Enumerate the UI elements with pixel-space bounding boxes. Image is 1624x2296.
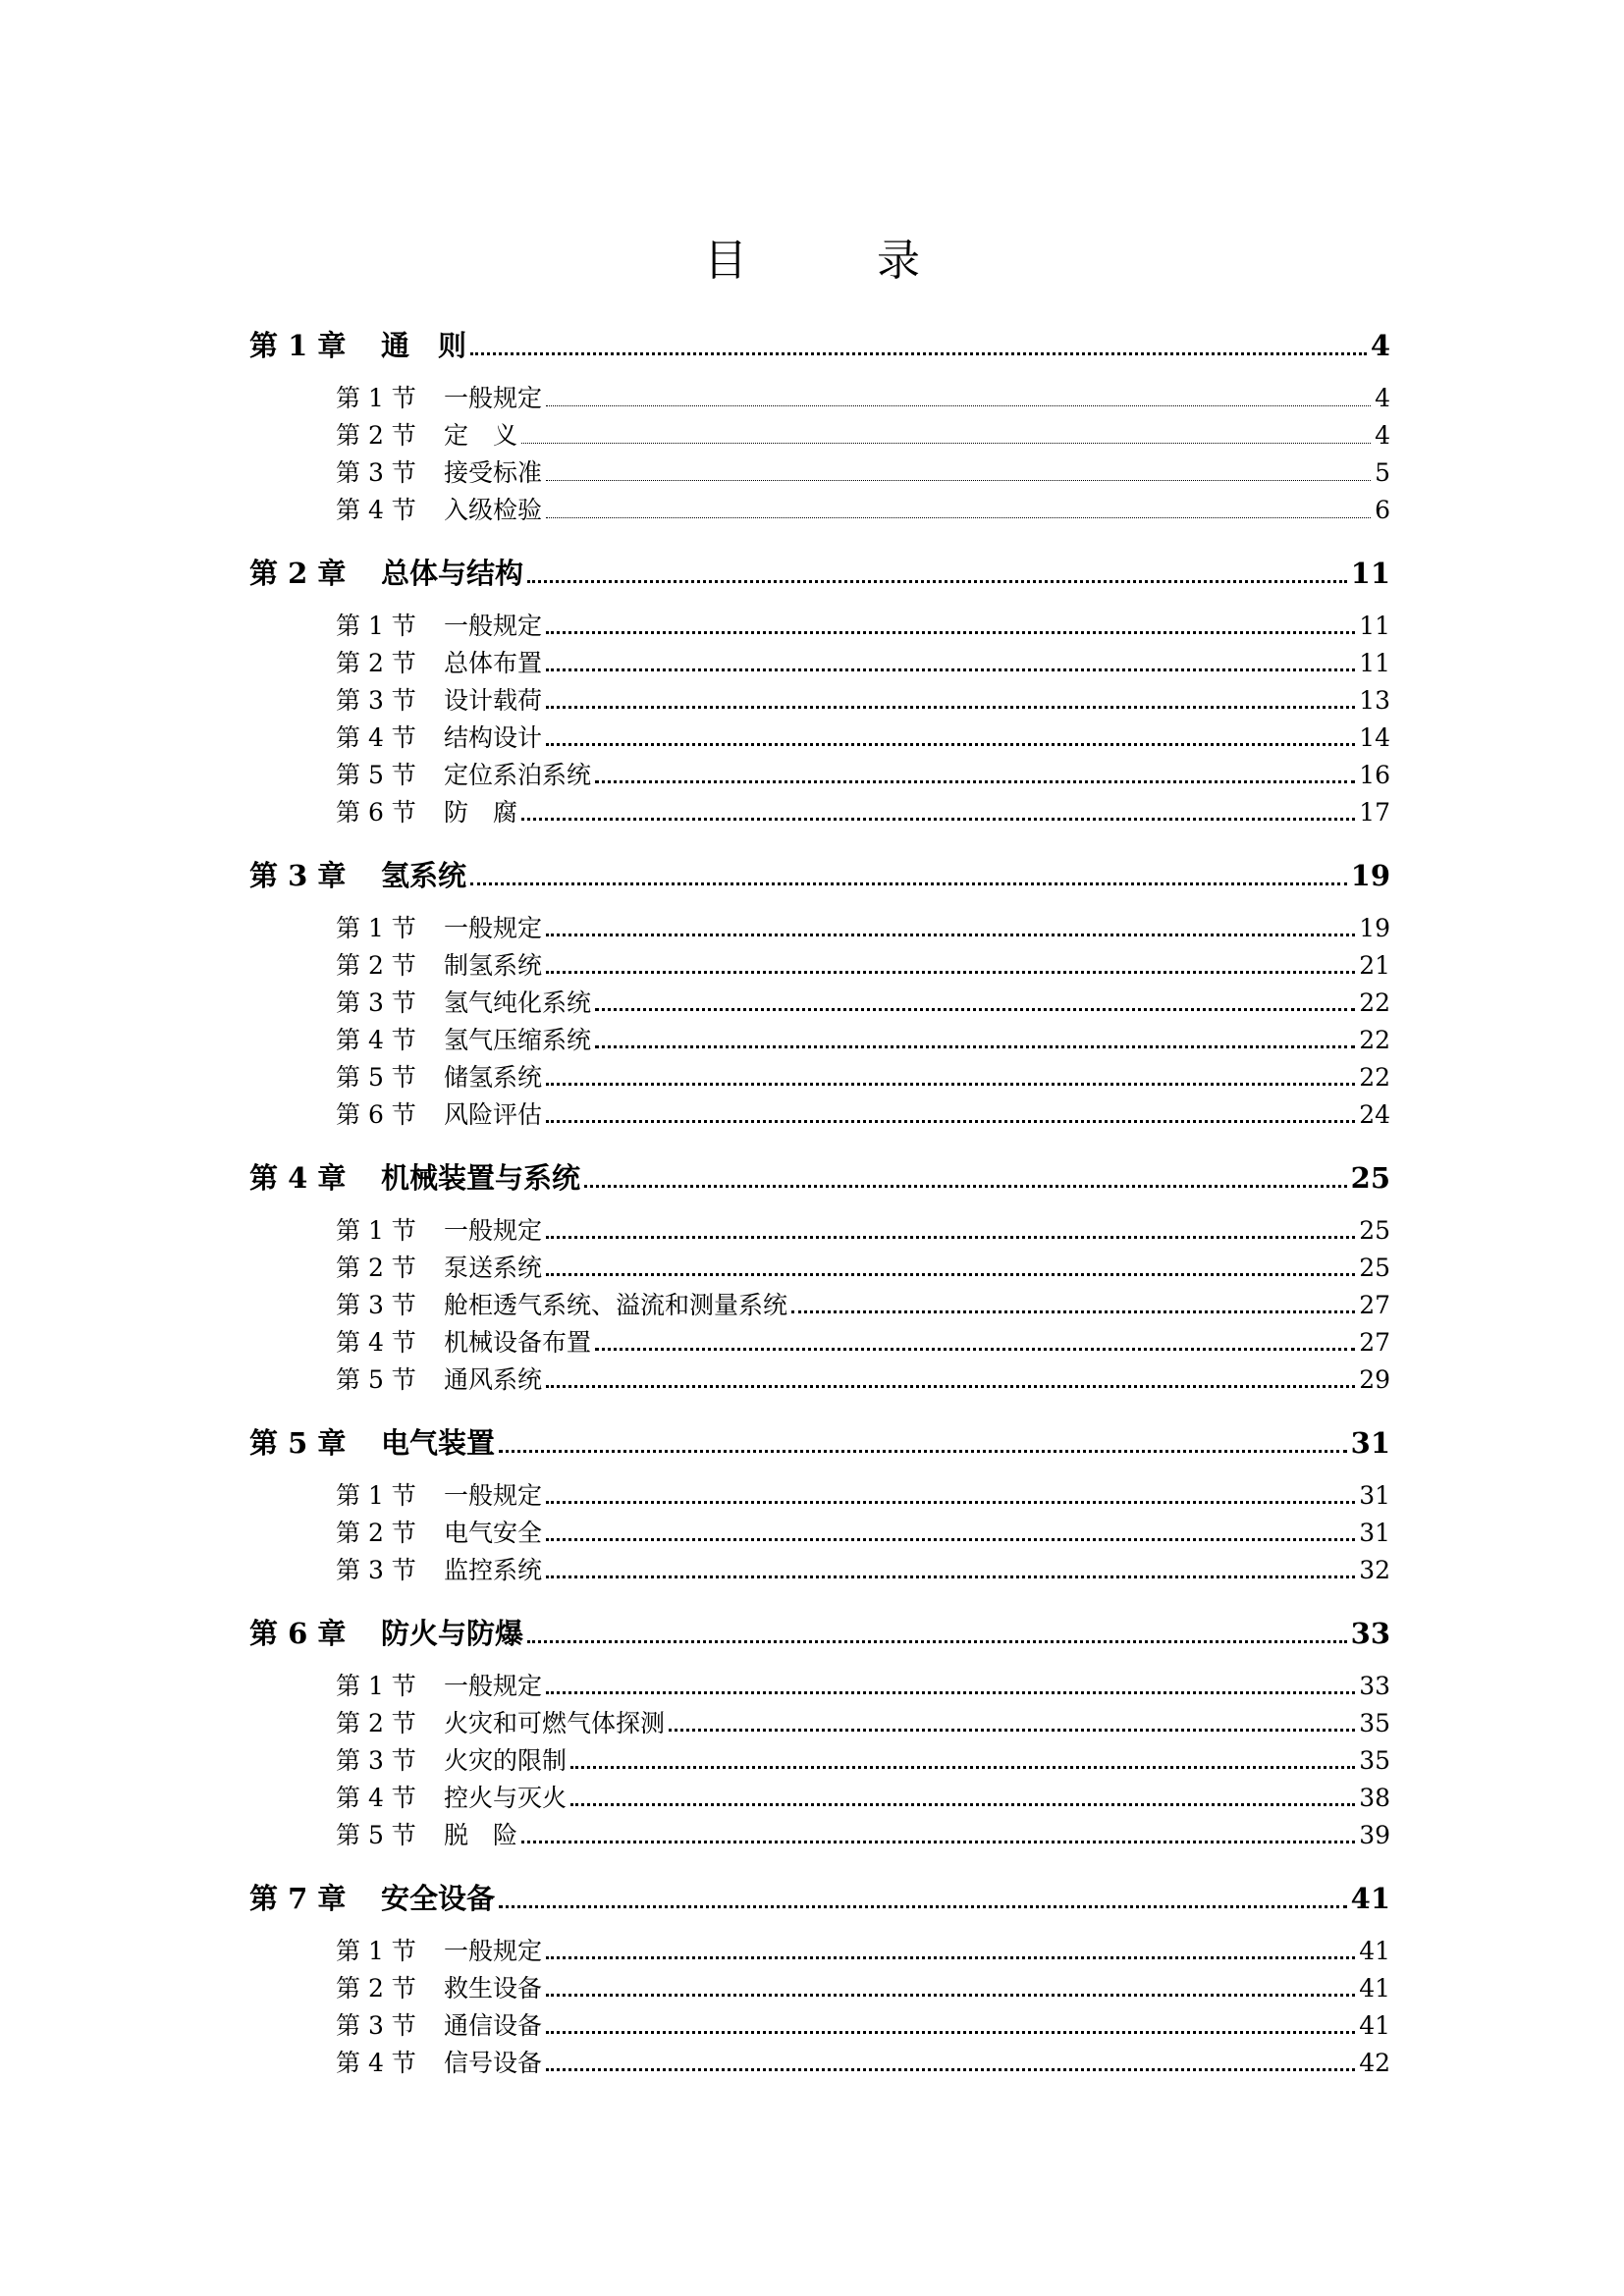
section-number: 第 1 节	[336, 1481, 416, 1510]
section-title: 电气安全	[444, 1519, 543, 1547]
section-number: 第 5 节	[336, 1063, 416, 1092]
toc-section-entry[interactable]	[249, 756, 1390, 793]
section-page-number: 27	[1359, 1328, 1390, 1357]
section-page-number: 42	[1359, 2049, 1390, 2077]
dot-leader	[595, 988, 1355, 1011]
chapter-title: 安全设备	[381, 1882, 496, 1915]
section-page-number: 19	[1359, 914, 1390, 942]
dot-leader	[546, 612, 1355, 634]
section-number: 第 3 节	[336, 458, 416, 487]
dot-leader	[546, 1556, 1355, 1578]
toc-section-entry[interactable]	[249, 607, 1390, 644]
toc-section-entry[interactable]	[249, 1249, 1390, 1286]
toc-section-entry[interactable]	[249, 379, 1390, 416]
dot-leader	[546, 1365, 1355, 1388]
section-page-number: 21	[1359, 951, 1390, 980]
section-title: 火灾和可燃气体探测	[444, 1709, 666, 1737]
section-page-number: 32	[1359, 1556, 1390, 1584]
dot-leader	[546, 914, 1355, 936]
toc-section-entry[interactable]	[249, 1741, 1390, 1779]
dot-leader	[499, 1882, 1347, 1908]
dot-leader	[546, 1100, 1355, 1123]
dot-leader	[791, 1291, 1355, 1313]
toc-section-entry[interactable]	[249, 1211, 1390, 1249]
dot-leader	[570, 1746, 1355, 1769]
section-number: 第 4 节	[336, 2049, 416, 2077]
section-title: 火灾的限制	[444, 1746, 568, 1775]
dot-leader	[546, 649, 1355, 671]
toc-section-entry[interactable]	[249, 909, 1390, 946]
dot-leader	[546, 1937, 1355, 1959]
section-title: 信号设备	[444, 2049, 543, 2077]
section-page-number: 41	[1359, 2011, 1390, 2040]
dot-leader	[546, 2011, 1355, 2034]
toc-section-entry[interactable]	[249, 1816, 1390, 1853]
page-title: 目 录	[704, 236, 963, 286]
section-title: 风险评估	[444, 1100, 543, 1129]
section-page-number: 16	[1359, 761, 1390, 789]
dot-leader	[546, 1672, 1355, 1694]
toc-section-entry[interactable]	[249, 1932, 1390, 1969]
dot-leader	[546, 2049, 1355, 2071]
dot-leader	[546, 386, 1371, 406]
section-title: 一般规定	[444, 384, 543, 412]
section-number: 第 3 节	[336, 2011, 416, 2040]
section-title: 一般规定	[444, 914, 543, 942]
section-page-number: 35	[1359, 1709, 1390, 1737]
section-number: 第 4 节	[336, 1328, 416, 1357]
dot-leader	[470, 859, 1347, 885]
dot-leader	[546, 723, 1355, 746]
section-title: 总体布置	[444, 649, 543, 677]
toc-section-entry[interactable]	[249, 1704, 1390, 1741]
section-page-number: 11	[1359, 649, 1390, 677]
toc-section-entry[interactable]	[249, 1286, 1390, 1323]
section-page-number: 14	[1359, 723, 1390, 752]
chapter-page-number: 11	[1350, 557, 1390, 590]
section-number: 第 3 节	[336, 686, 416, 715]
section-number: 第 1 节	[336, 384, 416, 412]
toc-section-entry[interactable]	[249, 1323, 1390, 1361]
section-page-number: 22	[1359, 1026, 1390, 1054]
dot-leader	[546, 1063, 1355, 1086]
dot-leader	[546, 686, 1355, 709]
section-page-number: 22	[1359, 988, 1390, 1017]
section-page-number: 25	[1359, 1216, 1390, 1245]
chapter-number: 第 6 章	[249, 1617, 347, 1650]
section-title: 脱 险	[444, 1821, 518, 1849]
toc-section-entry[interactable]	[249, 984, 1390, 1021]
section-page-number: 17	[1359, 798, 1390, 827]
section-page-number: 25	[1359, 1254, 1390, 1282]
section-number: 第 5 节	[336, 1821, 416, 1849]
toc-section-entry[interactable]	[249, 1514, 1390, 1551]
section-number: 第 4 节	[336, 723, 416, 752]
dot-leader	[546, 498, 1371, 518]
toc-section-entry[interactable]	[249, 2044, 1390, 2081]
chapter-page-number: 25	[1350, 1161, 1390, 1195]
chapter-title: 总体与结构	[381, 557, 524, 590]
toc-section-entry[interactable]	[249, 454, 1390, 491]
dot-leader	[546, 1974, 1355, 1997]
section-title: 设计载荷	[444, 686, 543, 715]
section-number: 第 4 节	[336, 1026, 416, 1054]
dot-leader	[546, 460, 1371, 481]
toc-chapter-entry[interactable]	[249, 1156, 1390, 1194]
dot-leader	[595, 761, 1355, 783]
toc-section-entry[interactable]	[249, 1779, 1390, 1816]
section-number: 第 2 节	[336, 951, 416, 980]
toc-section-entry[interactable]	[249, 793, 1390, 830]
section-title: 通信设备	[444, 2011, 543, 2040]
section-title: 机械设备布置	[444, 1328, 592, 1357]
section-title: 通风系统	[444, 1365, 543, 1394]
dot-leader	[584, 1161, 1347, 1188]
section-number: 第 1 节	[336, 914, 416, 942]
toc-chapter-entry[interactable]	[249, 1877, 1390, 1914]
section-page-number: 41	[1359, 1937, 1390, 1965]
toc-section-entry[interactable]	[249, 1021, 1390, 1058]
toc-section-entry[interactable]	[249, 416, 1390, 454]
section-title: 监控系统	[444, 1556, 543, 1584]
toc-section-entry[interactable]	[249, 644, 1390, 681]
section-page-number: 38	[1359, 1784, 1390, 1812]
section-number: 第 6 节	[336, 798, 416, 827]
section-title: 氢气纯化系统	[444, 988, 592, 1017]
dot-leader	[521, 798, 1355, 821]
dot-leader	[546, 1254, 1355, 1276]
chapter-number: 第 3 章	[249, 859, 347, 892]
section-number: 第 2 节	[336, 1254, 416, 1282]
chapter-number: 第 5 章	[249, 1426, 347, 1460]
section-number: 第 1 节	[336, 1672, 416, 1700]
section-title: 定 义	[444, 421, 518, 450]
dot-leader	[546, 1481, 1355, 1504]
dot-leader	[521, 423, 1371, 444]
section-number: 第 3 节	[336, 988, 416, 1017]
chapter-number: 第 2 章	[249, 557, 347, 590]
toc-section-entry[interactable]	[249, 1058, 1390, 1095]
section-number: 第 6 节	[336, 1100, 416, 1129]
section-page-number: 27	[1359, 1291, 1390, 1319]
section-title: 舱柜透气系统、溢流和测量系统	[444, 1291, 788, 1319]
section-page-number: 29	[1359, 1365, 1390, 1394]
section-title: 泵送系统	[444, 1254, 543, 1282]
toc-section-entry[interactable]	[249, 1969, 1390, 2006]
section-page-number: 4	[1375, 384, 1390, 412]
toc-chapter-entry[interactable]	[249, 552, 1390, 589]
section-title: 储氢系统	[444, 1063, 543, 1092]
toc-section-entry[interactable]	[249, 946, 1390, 984]
section-page-number: 22	[1359, 1063, 1390, 1092]
chapter-page-number: 4	[1370, 329, 1390, 362]
section-number: 第 3 节	[336, 1556, 416, 1584]
toc-section-entry[interactable]	[249, 719, 1390, 756]
section-number: 第 4 节	[336, 496, 416, 524]
section-number: 第 5 节	[336, 761, 416, 789]
section-title: 氢气压缩系统	[444, 1026, 592, 1054]
section-page-number: 11	[1359, 612, 1390, 640]
section-title: 定位系泊系统	[444, 761, 592, 789]
chapter-number: 第 4 章	[249, 1161, 347, 1195]
section-number: 第 2 节	[336, 1709, 416, 1737]
chapter-title: 机械装置与系统	[381, 1161, 581, 1195]
toc-section-entry[interactable]	[249, 1095, 1390, 1133]
chapter-title: 防火与防爆	[381, 1617, 524, 1650]
section-number: 第 1 节	[336, 612, 416, 640]
section-title: 一般规定	[444, 1216, 543, 1245]
chapter-title: 通 则	[381, 329, 467, 362]
section-page-number: 5	[1375, 458, 1390, 487]
section-title: 制氢系统	[444, 951, 543, 980]
chapter-page-number: 19	[1350, 859, 1390, 892]
section-title: 一般规定	[444, 1937, 543, 1965]
section-number: 第 1 节	[336, 1937, 416, 1965]
dot-leader	[499, 1426, 1347, 1453]
table-of-contents	[249, 324, 1390, 2081]
section-title: 入级检验	[444, 496, 543, 524]
dot-leader	[527, 557, 1347, 583]
toc-section-entry[interactable]	[249, 1551, 1390, 1588]
toc-chapter-entry[interactable]	[249, 854, 1390, 891]
toc-section-entry[interactable]	[249, 1361, 1390, 1398]
chapter-page-number: 41	[1350, 1882, 1390, 1915]
section-title: 一般规定	[444, 612, 543, 640]
section-title: 结构设计	[444, 723, 543, 752]
chapter-page-number: 31	[1350, 1426, 1390, 1460]
dot-leader	[595, 1328, 1355, 1351]
section-number: 第 3 节	[336, 1291, 416, 1319]
section-title: 救生设备	[444, 1974, 543, 2002]
toc-chapter-entry[interactable]	[249, 1421, 1390, 1459]
section-number: 第 2 节	[336, 1974, 416, 2002]
section-page-number: 33	[1359, 1672, 1390, 1700]
dot-leader	[521, 1821, 1355, 1843]
section-page-number: 31	[1359, 1519, 1390, 1547]
section-title: 接受标准	[444, 458, 543, 487]
section-number: 第 2 节	[336, 1519, 416, 1547]
section-number: 第 4 节	[336, 1784, 416, 1812]
section-page-number: 39	[1359, 1821, 1390, 1849]
toc-section-entry[interactable]	[249, 1667, 1390, 1704]
dot-leader	[546, 1216, 1355, 1239]
section-page-number: 41	[1359, 1974, 1390, 2002]
toc-section-entry[interactable]	[249, 1476, 1390, 1514]
dot-leader	[546, 1519, 1355, 1541]
section-title: 一般规定	[444, 1481, 543, 1510]
chapter-title: 氢系统	[381, 859, 467, 892]
section-title: 一般规定	[444, 1672, 543, 1700]
section-title: 控火与灭火	[444, 1784, 568, 1812]
chapter-number: 第 7 章	[249, 1882, 347, 1915]
toc-chapter-entry[interactable]	[249, 324, 1390, 361]
toc-chapter-entry[interactable]	[249, 1612, 1390, 1649]
toc-section-entry[interactable]	[249, 681, 1390, 719]
dot-leader	[570, 1784, 1355, 1806]
dot-leader	[470, 329, 1367, 355]
dot-leader	[669, 1709, 1355, 1732]
section-page-number: 35	[1359, 1746, 1390, 1775]
section-number: 第 5 节	[336, 1365, 416, 1394]
section-number: 第 2 节	[336, 421, 416, 450]
section-number: 第 2 节	[336, 649, 416, 677]
section-page-number: 13	[1359, 686, 1390, 715]
chapter-number: 第 1 章	[249, 329, 347, 362]
section-page-number: 31	[1359, 1481, 1390, 1510]
section-page-number: 24	[1359, 1100, 1390, 1129]
chapter-title: 电气装置	[381, 1426, 496, 1460]
section-page-number: 4	[1375, 421, 1390, 450]
section-page-number: 6	[1375, 496, 1390, 524]
section-title: 防 腐	[444, 798, 518, 827]
chapter-page-number: 33	[1350, 1617, 1390, 1650]
dot-leader	[546, 951, 1355, 974]
section-number: 第 3 节	[336, 1746, 416, 1775]
section-number: 第 1 节	[336, 1216, 416, 1245]
dot-leader	[527, 1617, 1347, 1643]
toc-section-entry[interactable]	[249, 2006, 1390, 2044]
dot-leader	[595, 1026, 1355, 1048]
toc-section-entry[interactable]	[249, 491, 1390, 528]
